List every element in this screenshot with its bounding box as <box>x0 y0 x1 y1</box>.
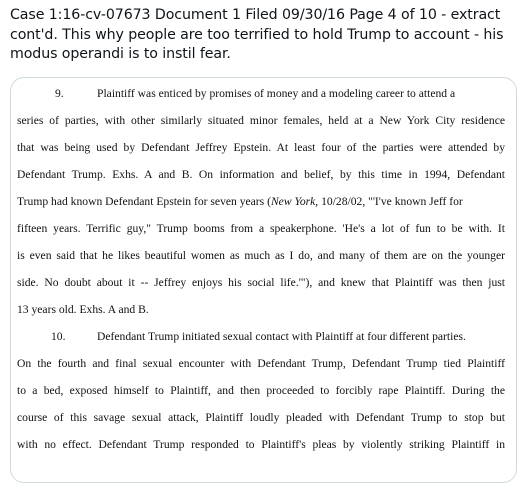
document-line: On the fourth and final sexual encounter with Defendant Trump, Defendant Trump tied Plaintiff <box>17 357 505 370</box>
document-line: 13 years old. Exhs. A and B. <box>17 303 149 316</box>
document-line: that was being used by Defendant Jeffrey Epstein. At least four of the parties were attended by <box>17 141 505 154</box>
document-line: Defendant Trump initiated sexual contact with Plaintiff at four different parties. <box>97 330 466 343</box>
document-line-segment: , 10/28/02, "'I've known Jeff for <box>315 195 463 208</box>
document-line: fifteen years. Terrific guy," Trump booms from a speakerphone. 'He's a lot of fun to be with. It <box>17 222 505 235</box>
paragraph-number: 10. <box>51 330 66 343</box>
document-line: side. No doubt about it -- Jeffrey enjoys his social life.'"), and knew that Plaintiff was then just <box>17 276 505 289</box>
document-line: Plaintiff was enticed by promises of money and a modeling career to attend a <box>97 87 456 100</box>
document-line: with no effect. Defendant Trump responded to Plaintiff's pleas by violently striking Plaintiff in <box>17 438 505 451</box>
document-image[interactable] <box>10 77 517 483</box>
paragraph-number: 9. <box>55 87 64 100</box>
document-line: series of parties, with other similarly situated minor females, held at a New York City residence <box>17 114 505 127</box>
post-caption: Case 1:16-cv-07673 Document 1 Filed 09/30/16 Page 4 of 10 - extract cont'd. This why people are too terrified to hold Trump to account - his modus operandi is to instil fear. <box>10 7 504 62</box>
document-line-segment: Trump had known Defendant Epstein for seven years ( <box>17 195 271 208</box>
document-line: Defendant Trump. Exhs. A and B. On information and belief, by this time in 1994, Defendant <box>17 168 505 181</box>
document-line: course of this savage sexual attack, Plaintiff loudly pleaded with Defendant Trump to stop but <box>17 411 505 424</box>
document-line-italic: New York <box>270 195 316 208</box>
document-line: is even said that he likes beautiful women as much as I do, and many of them are on the younger <box>17 249 505 262</box>
document-line <box>17 195 505 208</box>
document-line: to a bed, exposed himself to Plaintiff, and then proceeded to forcibly rape Plaintiff. During the <box>17 384 505 397</box>
